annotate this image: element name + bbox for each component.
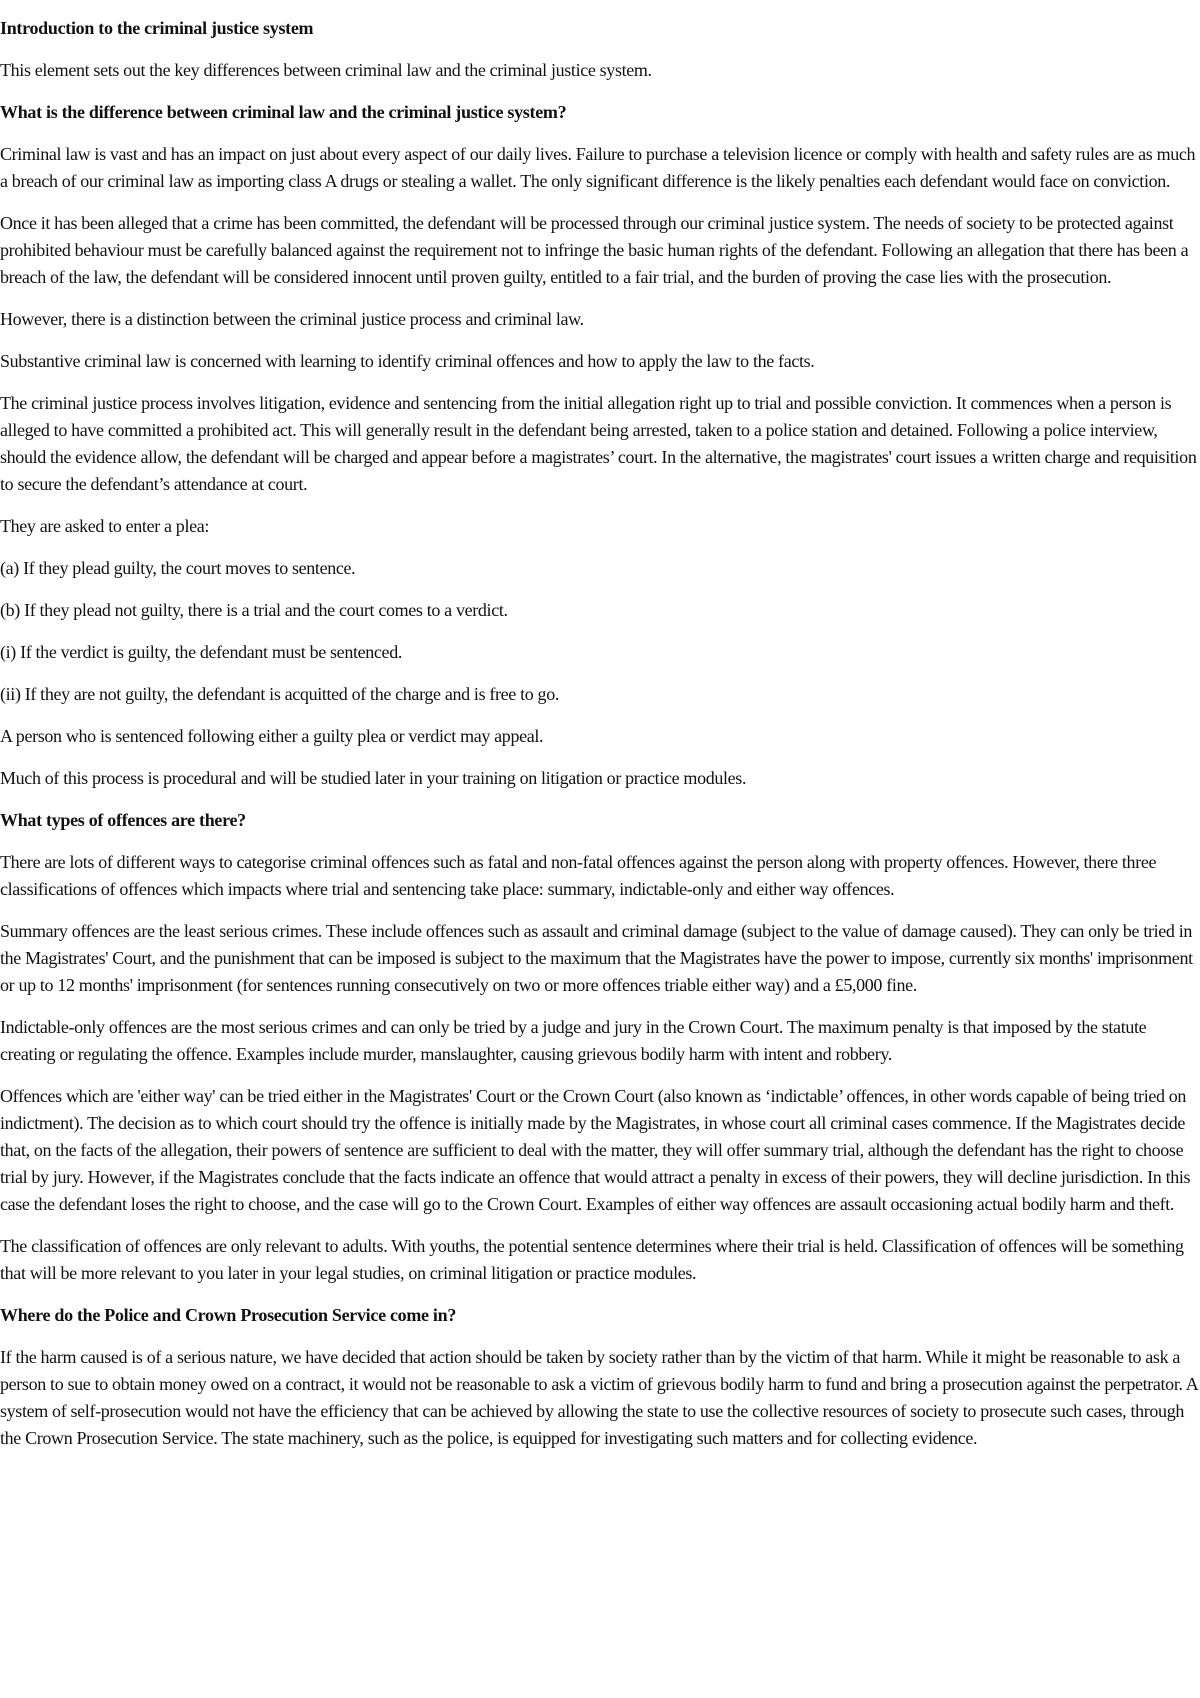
list-item: (ii) If they are not guilty, the defendant is acquitted of the charge and is free to go. xyxy=(0,684,559,704)
document-title: Introduction to the criminal justice system xyxy=(0,18,314,38)
section-heading-difference: What is the difference between criminal law and the criminal justice system? xyxy=(0,102,567,122)
paragraph: The criminal justice process involves litigation, evidence and sentencing from the initial allegation right up to trial and possible conviction. It commences when a person is alleged to have committed a prohibited act. This will generally result in the defendant being arrested, taken to a police station and detained. Following a police interview, should the evidence allow, the defendant will be charged and appear before a magistrates’ court. In the alternative, the magistrates' court issues a written charge and requisition to secure the defendant’s attendance at court. xyxy=(0,393,1197,494)
section-heading-offence-types: What types of offences are there? xyxy=(0,810,246,830)
paragraph: Substantive criminal law is concerned with learning to identify criminal offences and how to apply the law to the facts. xyxy=(0,351,815,371)
section-heading-police-cps: Where do the Police and Crown Prosecution Service come in? xyxy=(0,1305,457,1325)
paragraph: They are asked to enter a plea: xyxy=(0,516,210,536)
intro-paragraph: This element sets out the key differences between criminal law and the criminal justice system. xyxy=(0,60,652,80)
paragraph: A person who is sentenced following either a guilty plea or verdict may appeal. xyxy=(0,726,544,746)
paragraph: Indictable-only offences are the most serious crimes and can only be tried by a judge and jury in the Crown Court. The maximum penalty is that imposed by the statute creating or regulating the offence. Examples include murder, manslaughter, causing grievous bodily harm with intent and robbery. xyxy=(0,1017,1147,1064)
paragraph: There are lots of different ways to categorise criminal offences such as fatal and non-fatal offences against the person along with property offences. However, there three classifications of offences which impacts where trial and sentencing take place: summary, indictable-only and either way offences. xyxy=(0,852,1157,899)
paragraph: The classification of offences are only relevant to adults. With youths, the potential sentence determines where their trial is held. Classification of offences will be something that will be more relevant to you later in your legal studies, on criminal litigation or practice modules. xyxy=(0,1236,1184,1283)
paragraph: Summary offences are the least serious crimes. These include offences such as assault and criminal damage (subject to the value of damage caused). They can only be tried in the Magistrates' Court, and the punishment that can be imposed is subject to the maximum that the Magistrates have the power to impose, currently six months' imprisonment or up to 12 months' imprisonment (for sentences running consecutively on two or more offences triable either way) and a £5,000 fine. xyxy=(0,921,1193,995)
paragraph: Once it has been alleged that a crime has been committed, the defendant will be processed through our criminal justice system. The needs of society to be protected against prohibited behaviour must be carefully balanced against the requirement not to infringe the basic human rights of the defendant. Following an allegation that there has been a breach of the law, the defendant will be considered innocent until proven guilty, entitled to a fair trial, and the burden of proving the case lies with the prosecution. xyxy=(0,213,1189,287)
list-item: (b) If they plead not guilty, there is a trial and the court comes to a verdict. xyxy=(0,600,508,620)
paragraph: If the harm caused is of a serious nature, we have decided that action should be taken by society rather than by the victim of that harm. While it might be reasonable to ask a person to sue to obtain money owed on a contract, it would not be reasonable to ask a victim of grievous bodily harm to fund and bring a prosecution against the perpetrator. A system of self-prosecution would not have the efficiency that can be achieved by allowing the state to use the collective resources of society to prosecute such cases, through the Crown Prosecution Service. The state machinery, such as the police, is equipped for investigating such matters and for collecting evidence. xyxy=(0,1347,1198,1448)
list-item: (a) If they plead guilty, the court moves to sentence. xyxy=(0,558,356,578)
list-item: (i) If the verdict is guilty, the defendant must be sentenced. xyxy=(0,642,402,662)
paragraph: Criminal law is vast and has an impact on just about every aspect of our daily lives. Failure to purchase a television licence or comply with health and safety rules are as much a breach of our criminal law as importing class A drugs or stealing a wallet. The only significant difference is the likely penalties each defendant would face on conviction. xyxy=(0,144,1196,191)
paragraph: Offences which are 'either way' can be tried either in the Magistrates' Court or the Crown Court (also known as ‘indictable’ offences, in other words capable of being tried on indictment). The decision as to which court should try the offence is initially made by the Magistrates, in whose court all criminal cases commence. If the Magistrates decide that, on the facts of the allegation, their powers of sentence are sufficient to deal with the matter, they will offer summary trial, although the defendant has the right to choose trial by jury. However, if the Magistrates conclude that the facts indicate an offence that would attract a penalty in excess of their powers, they will decline jurisdiction. In this case the defendant loses the right to choose, and the case will go to the Crown Court. Examples of either way offences are assault occasioning actual bodily harm and theft. xyxy=(0,1086,1191,1214)
paragraph: However, there is a distinction between the criminal justice process and criminal law. xyxy=(0,309,584,329)
paragraph: Much of this process is procedural and will be studied later in your training on litigation or practice modules. xyxy=(0,768,747,788)
